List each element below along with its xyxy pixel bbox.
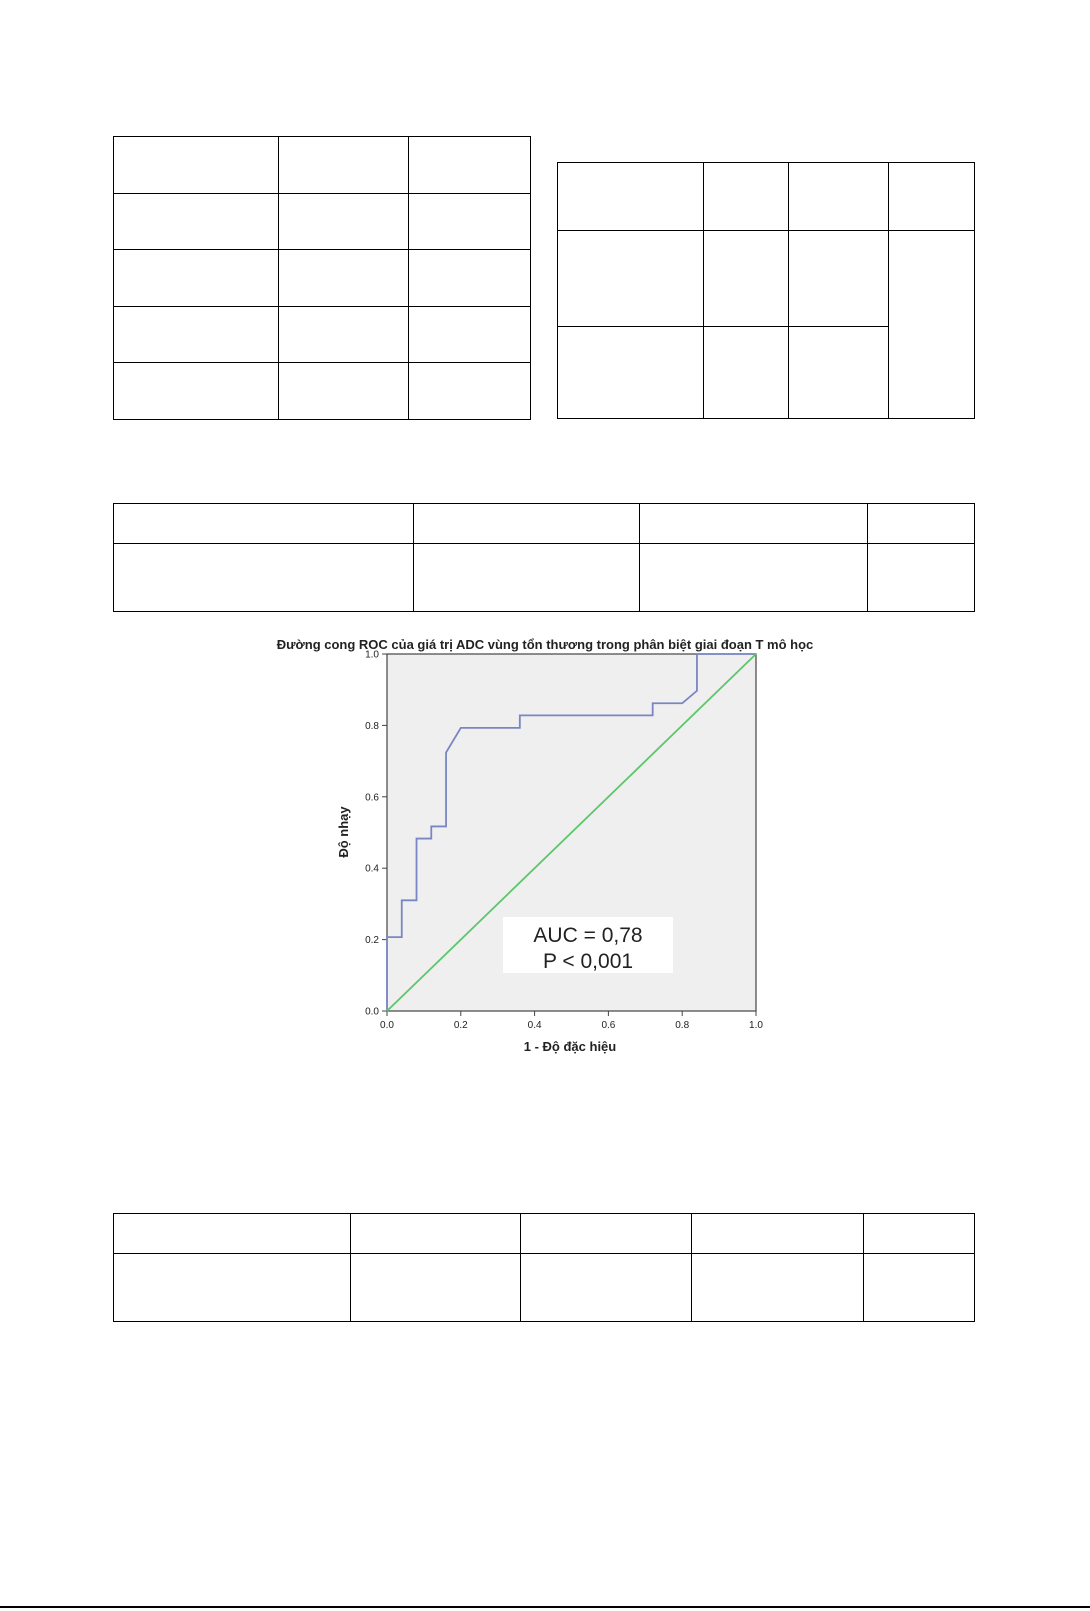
table-cell — [521, 1214, 692, 1254]
x-tick-label: 0.6 — [601, 1020, 616, 1031]
table-row — [114, 137, 531, 194]
table-cell — [409, 363, 531, 420]
table-cell — [114, 137, 279, 194]
p-value-label: P < 0,001 — [542, 950, 634, 973]
y-tick-label: 0.0 — [365, 1006, 379, 1018]
table-cell — [704, 231, 789, 327]
table-1 — [113, 136, 531, 420]
table-cell — [114, 1254, 351, 1322]
table-cell — [279, 250, 409, 307]
table-row — [558, 231, 975, 327]
table-cell — [704, 327, 789, 419]
table-cell — [114, 306, 279, 363]
table-row — [558, 163, 975, 231]
table-row — [114, 250, 531, 307]
footer-rule — [0, 1606, 1090, 1608]
table-cell — [558, 231, 704, 327]
table-cell — [279, 137, 409, 194]
x-tick-label: 0.8 — [675, 1020, 690, 1031]
table-cell — [704, 163, 789, 231]
table-row — [114, 1254, 975, 1322]
table-cell — [279, 306, 409, 363]
table-2 — [557, 162, 975, 419]
roc-chart — [230, 632, 870, 1062]
y-tick-label: 0.2 — [365, 935, 379, 947]
table-cell — [114, 504, 414, 544]
table-cell — [868, 504, 975, 544]
y-tick-label: 0.8 — [365, 720, 379, 732]
table-cell — [789, 163, 889, 231]
table-row — [114, 306, 531, 363]
table-row — [114, 193, 531, 250]
x-tick-label: 1.0 — [749, 1020, 763, 1031]
table-cell — [692, 1254, 864, 1322]
table-cell — [114, 363, 279, 420]
table-cell — [409, 306, 531, 363]
x-tick-label: 0.0 — [380, 1020, 394, 1031]
table-cell — [414, 504, 640, 544]
table-4 — [113, 1213, 975, 1322]
y-tick-label: 0.4 — [365, 863, 379, 875]
y-axis-label: Độ nhạy — [336, 806, 351, 858]
table-cell — [351, 1254, 521, 1322]
table-3 — [113, 503, 975, 612]
table-cell — [864, 1214, 975, 1254]
table-row — [114, 544, 975, 612]
y-tick-label: 1.0 — [365, 649, 379, 661]
table-cell — [409, 250, 531, 307]
table-cell — [114, 250, 279, 307]
y-tick-label: 0.6 — [365, 792, 379, 804]
table-cell — [351, 1214, 521, 1254]
x-tick-label: 0.2 — [453, 1020, 468, 1031]
table-cell — [279, 363, 409, 420]
table-cell — [868, 544, 975, 612]
table-row — [114, 1214, 975, 1254]
table-cell-merged — [889, 231, 975, 419]
table-cell — [521, 1254, 692, 1322]
table-cell — [789, 231, 889, 327]
table-cell — [114, 544, 414, 612]
table-cell — [279, 193, 409, 250]
x-tick-label: 0.4 — [527, 1020, 542, 1031]
table-row — [114, 504, 975, 544]
table-row — [114, 363, 531, 420]
auc-label: AUC = 0,78 — [533, 924, 643, 947]
x-axis-label: 1 - Độ đặc hiệu — [523, 1039, 617, 1054]
table-cell — [409, 193, 531, 250]
table-cell — [558, 327, 704, 419]
table-cell — [114, 193, 279, 250]
table-cell — [889, 163, 975, 231]
table-cell — [864, 1254, 975, 1322]
table-cell — [692, 1214, 864, 1254]
table-cell — [114, 1214, 351, 1254]
table-cell — [640, 544, 868, 612]
table-cell — [409, 137, 531, 194]
table-cell — [414, 544, 640, 612]
table-cell — [640, 504, 868, 544]
chart-title: Đường cong ROC của giá trị ADC vùng tổn thương trong phân biệt giai đoạn T mô học — [276, 637, 814, 652]
table-cell — [789, 327, 889, 419]
table-cell — [558, 163, 704, 231]
